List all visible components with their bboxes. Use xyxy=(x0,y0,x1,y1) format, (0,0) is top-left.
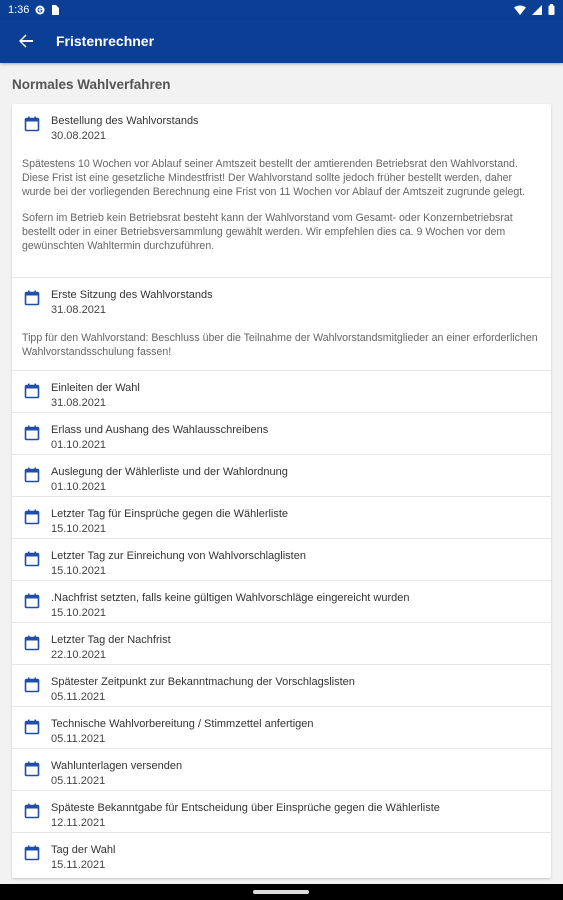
google-icon xyxy=(35,5,45,15)
battery-icon xyxy=(548,4,555,15)
list-item-title: Wahlunterlagen versenden xyxy=(51,760,183,772)
list-item-date: 12.11.2021 xyxy=(51,817,106,829)
calendar-icon xyxy=(24,551,40,567)
back-button[interactable] xyxy=(0,19,52,63)
list-item[interactable] xyxy=(12,455,551,497)
wifi-icon xyxy=(514,5,526,15)
list-item-title: Auslegung der Wählerliste und der Wahlordnung xyxy=(51,466,288,478)
list-item[interactable] xyxy=(12,371,551,413)
deadline-list-card xyxy=(12,104,551,878)
calendar-icon xyxy=(24,803,40,819)
list-item-description xyxy=(22,157,541,253)
home-gesture-handle[interactable] xyxy=(253,890,309,894)
list-item-date: 01.10.2021 xyxy=(51,439,107,451)
calendar-icon xyxy=(24,509,40,525)
calendar-icon xyxy=(24,593,40,609)
calendar-icon xyxy=(24,761,40,777)
list-item-title: Späteste Bekanntgabe für Entscheidung über Einsprüche gegen die Wählerliste xyxy=(51,802,440,814)
calendar-icon xyxy=(24,116,40,132)
list-item[interactable] xyxy=(12,539,551,581)
status-bar xyxy=(0,0,563,19)
list-item[interactable] xyxy=(12,833,551,878)
calendar-icon xyxy=(24,290,40,306)
list-item-date: 15.10.2021 xyxy=(51,565,107,577)
app-bar xyxy=(0,19,563,63)
list-item-title: Spätester Zeitpunkt zur Bekanntmachung der Vorschlagslisten xyxy=(51,676,355,688)
arrow-back-icon xyxy=(18,33,34,49)
signal-icon xyxy=(532,5,542,15)
list-item[interactable] xyxy=(12,497,551,539)
calendar-icon xyxy=(24,635,40,651)
list-item[interactable] xyxy=(12,665,551,707)
list-item-date: 22.10.2021 xyxy=(51,649,107,661)
list-item-title: Tag der Wahl xyxy=(51,844,116,856)
list-item-date: 01.10.2021 xyxy=(51,481,107,493)
calendar-icon xyxy=(24,425,40,441)
description-paragraph: Spätestens 10 Wochen vor Ablauf seiner Amtszeit bestellt der amtierenden Betriebsrat den Wahlvorstand. Diese Frist ist eine gesetzliche Mindestfrist! Der Wahlvorstand sollte jedoch früher bestellt werden, daher wurde bei der vorliegenden Berechnung eine Frist von 11 Wochen vor Ablauf der Amtszeit zugrunde gelegt. xyxy=(22,158,526,198)
svg-text:G: G xyxy=(37,7,44,15)
system-navigation-bar xyxy=(0,884,563,900)
list-item-date: 05.11.2021 xyxy=(51,733,106,745)
calendar-icon xyxy=(24,467,40,483)
list-item[interactable] xyxy=(12,104,551,278)
calendar-icon xyxy=(24,845,40,861)
list-item[interactable] xyxy=(12,623,551,665)
calendar-icon xyxy=(24,383,40,399)
list-item-title: Einleiten der Wahl xyxy=(51,382,140,394)
list-item-date: 15.10.2021 xyxy=(51,523,107,535)
description-paragraph: Tipp für den Wahlvorstand: Beschluss über die Teilnahme der Wahlvorstandsmitglieder an einer erforderlichen Wahlvorstandsschulung fassen! xyxy=(22,332,538,358)
list-item-title: Letzter Tag zur Einreichung von Wahlvorschlaglisten xyxy=(51,550,306,562)
list-item-title: Letzter Tag der Nachfrist xyxy=(51,634,171,646)
description-paragraph: Sofern im Betrieb kein Betriebsrat besteht kann der Wahlvorstand vom Gesamt- oder Konzernbetriebsrat bestellt oder in einer Betriebsversammlung gewählt werden. Wir empfehlen dies ca. 9 Wochen vor dem gewünschten Wahltermin durchzuführen. xyxy=(22,212,513,252)
list-item-date: 30.08.2021 xyxy=(51,130,107,142)
list-item-title: Bestellung des Wahlvorstands xyxy=(51,115,199,127)
list-item-date: 31.08.2021 xyxy=(51,397,107,409)
list-item-date: 05.11.2021 xyxy=(51,691,106,703)
list-item[interactable] xyxy=(12,278,551,371)
status-time: 1:36 xyxy=(8,3,30,16)
list-item[interactable] xyxy=(12,749,551,791)
list-item-title: Erlass und Aushang des Wahlausschreibens xyxy=(51,424,269,436)
list-item-title: Erste Sitzung des Wahlvorstands xyxy=(51,289,213,301)
list-item[interactable] xyxy=(12,791,551,833)
list-item-date: 05.11.2021 xyxy=(51,775,106,787)
calendar-icon xyxy=(24,677,40,693)
list-item-title: .Nachfrist setzten, falls keine gültigen Wahlvorschläge eingereicht wurden xyxy=(51,592,410,604)
list-item[interactable] xyxy=(12,581,551,623)
list-item-description xyxy=(22,331,541,359)
section-title: Normales Wahlverfahren xyxy=(12,77,171,92)
list-item-title: Letzter Tag für Einsprüche gegen die Wählerliste xyxy=(51,508,289,520)
sim-icon xyxy=(51,5,59,15)
calendar-icon xyxy=(24,719,40,735)
list-item-date: 31.08.2021 xyxy=(51,304,107,316)
list-item-date: 15.10.2021 xyxy=(51,607,107,619)
list-item[interactable] xyxy=(12,413,551,455)
list-item-date: 15.11.2021 xyxy=(51,859,106,871)
list-item[interactable] xyxy=(12,707,551,749)
list-item-title: Technische Wahlvorbereitung / Stimmzettel anfertigen xyxy=(51,718,314,730)
page-title: Fristenrechner xyxy=(56,33,155,49)
